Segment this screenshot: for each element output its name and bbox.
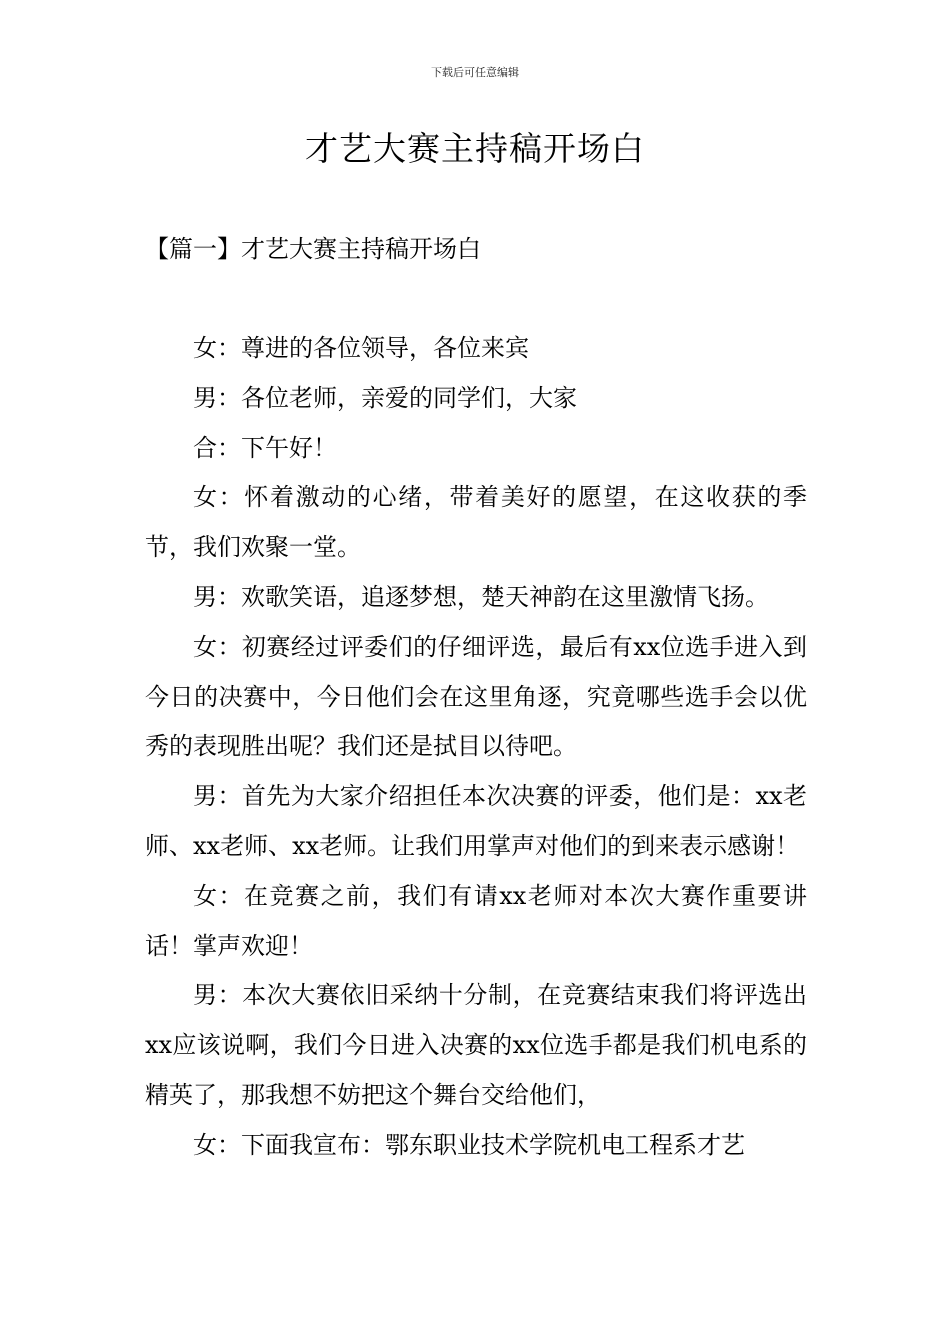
document-body xyxy=(145,324,807,1171)
header-note: 下载后可任意编辑 xyxy=(431,66,519,79)
section-heading: 【篇一】才艺大赛主持稿开场白 xyxy=(145,235,481,263)
paragraph: 合：下午好！ xyxy=(193,433,337,462)
paragraph: 男：首先为大家介绍担任本次决赛的评委，他们是：xx老师、xx老师、xx老师。让我们用掌声对他们的到来表示感谢！ xyxy=(145,782,807,860)
paragraph: 女：怀着激动的心绪，带着美好的愿望，在这收获的季节，我们欢聚一堂。 xyxy=(145,483,807,562)
paragraph: 女：尊进的各位领导，各位来宾 xyxy=(193,334,529,362)
paragraph: 男：本次大赛依旧采纳十分制，在竞赛结束我们将评选出xx应该说啊，我们今日进入决赛的xx位选手都是我们机电系的精英了，那我想不妨把这个舞台交给他们， xyxy=(145,981,807,1109)
paragraph: 男：欢歌笑语，追逐梦想，楚天神韵在这里激情飞扬。 xyxy=(193,582,769,611)
paragraph: 女：初赛经过评委们的仔细评选，最后有xx位选手进入到今日的决赛中，今日他们会在这里角逐，究竟哪些选手会以优秀的表现胜出呢？我们还是拭目以待吧。 xyxy=(145,632,807,761)
paragraph: 男：各位老师，亲爱的同学们，大家 xyxy=(193,383,577,412)
paragraph: 女：在竞赛之前，我们有请xx老师对本次大赛作重要讲话！掌声欢迎！ xyxy=(145,881,807,960)
paragraph: 女：下面我宣布：鄂东职业技术学院机电工程系才艺 xyxy=(193,1130,745,1159)
document-title: 才艺大赛主持稿开场白 xyxy=(305,129,645,168)
